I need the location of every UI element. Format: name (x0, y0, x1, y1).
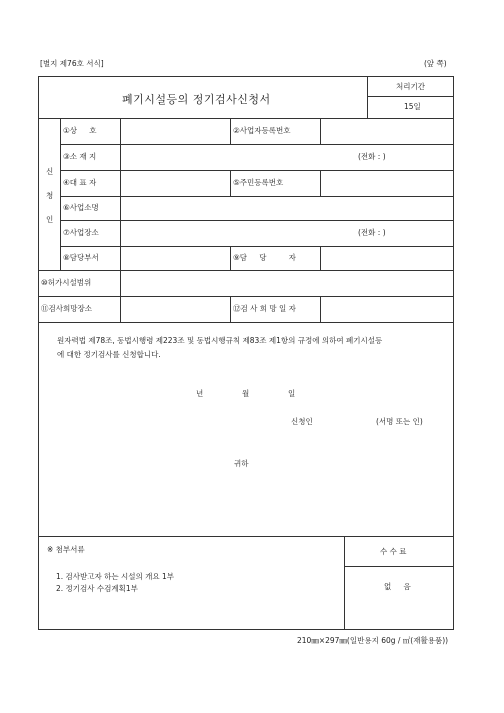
label-permit-scope: ⑩허가시설범위 (41, 278, 92, 287)
label-inspection-place: ⑪검사희망장소 (41, 304, 92, 313)
applicant-label-1: 신 (46, 167, 54, 176)
label-representative: ④대 표 자 (63, 178, 97, 187)
attachment-item-1: 1. 검사받고자 하는 시설의 개요 1부 (56, 572, 175, 581)
applicant-label-3: 인 (46, 215, 54, 224)
attachments-label: ※ 첨부서류 (47, 545, 85, 554)
fee-value: 없 음 (384, 582, 411, 591)
site-phone: (전화 : ) (358, 228, 386, 237)
attachment-item-2: 2. 정기검사 수검계획1부 (56, 584, 138, 593)
paper-spec: 210㎜×297㎜(일반용지 60g / ㎡(재활용품)) (297, 636, 449, 645)
statement-line-1: 원자력법 제78조, 동법시행령 제223조 및 동법시행규칙 제83조 제1항의 규정에 의하여 폐기시설등 (57, 336, 383, 345)
label-business-site: ⑦사업장소 (63, 228, 99, 237)
label-inspection-date: ⑫검 사 희 망 일 자 (233, 304, 296, 313)
label-resident-reg-no: ⑤주민등록번호 (233, 178, 284, 187)
applicant-label-2: 청 (46, 191, 54, 200)
addressee: 귀하 (234, 459, 249, 468)
processing-value: 15일 (404, 102, 421, 111)
date-day: 일 (288, 389, 296, 398)
date-month: 월 (242, 389, 250, 398)
label-department: ⑧담당부서 (63, 253, 99, 262)
label-business-location: ⑥사업소명 (63, 203, 99, 212)
date-year: 년 (196, 389, 204, 398)
statement-line-2: 에 대한 정기검사를 신청합니다. (57, 350, 161, 359)
applicant-sign-label: 신청인 (291, 417, 313, 426)
label-business-reg-no: ②사업자등록번호 (233, 126, 291, 135)
address-phone: (전화 : ) (358, 152, 386, 161)
label-person-in-charge: ⑨담 당 자 (233, 253, 296, 262)
fee-label: 수 수 료 (380, 547, 407, 556)
form-number: [별지 제76호 서식] (40, 59, 104, 68)
label-address: ③소 재 지 (63, 152, 97, 161)
side-label: (앞 쪽) (424, 59, 447, 68)
processing-label: 처리기간 (396, 82, 425, 91)
label-name: ①상 호 (63, 126, 97, 135)
form-title: 폐기시설등의 정기검사신청서 (122, 93, 271, 106)
signature-note: (서명 또는 인) (376, 417, 423, 426)
